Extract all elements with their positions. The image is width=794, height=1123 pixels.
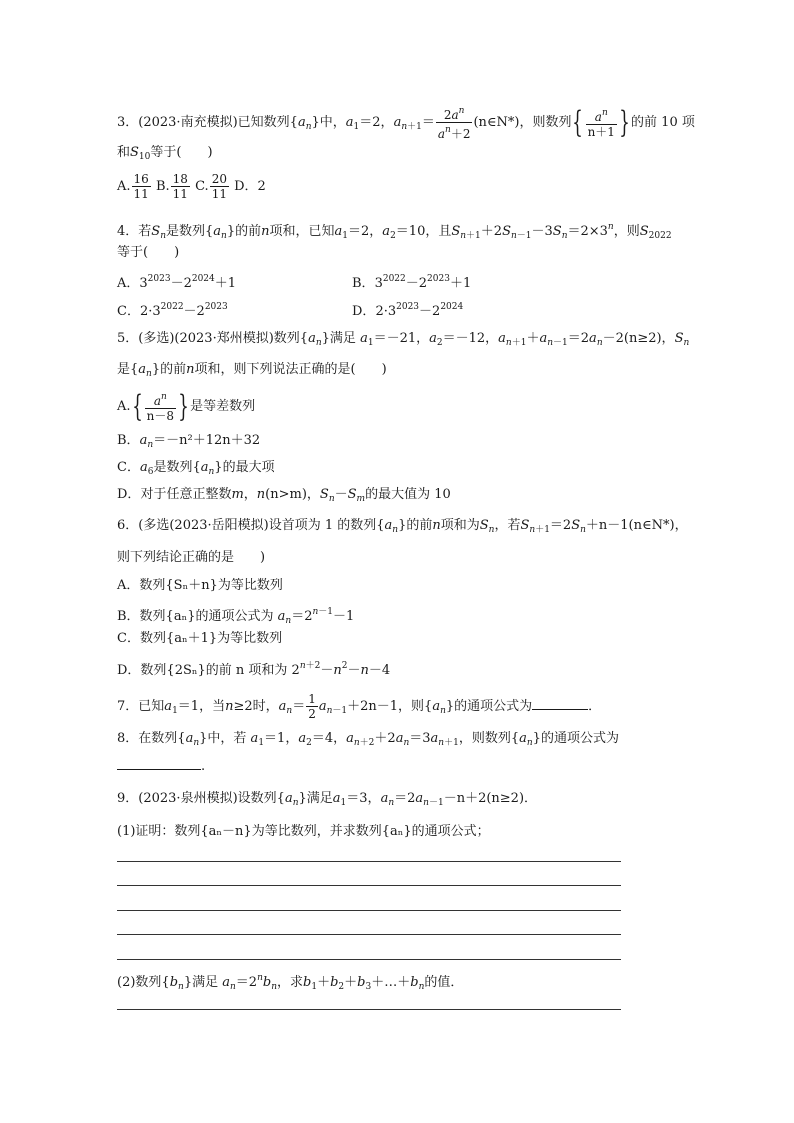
q4-options-row2 xyxy=(117,298,621,321)
q4-line1: 4．若$S_n$是数列$\{a_n\}$的前n项和，已知$a_1=2$，$a_2=10$，且$S_{n+1}+2S_{n-1}-3S_n=2\times 3^n$，则$S_{2022}$ xyxy=(117,222,672,241)
q9-part2: (2)数列$\{b_n\}$满足 $a_n=2^nb_n$，求$b_1+b_2+b_3+\dots+b_n$的值． xyxy=(117,973,464,992)
q4-line2: 等于( ) xyxy=(117,245,180,260)
q3-option-a: A. $\frac{16}{11}$ xyxy=(117,172,149,201)
q3-inner-fraction: $\frac{a^n}{n+1}$ xyxy=(587,108,615,139)
q7-answer-blank[interactable] xyxy=(532,696,588,710)
q3-line2: 和$S_{10}$等于( ) xyxy=(117,145,213,162)
q6-option-b: B．数列{aₙ}的通项公式为 $a_n=2^{n-1}-1$ xyxy=(117,607,355,626)
q8-answer-blank[interactable] xyxy=(117,756,201,770)
q5-option-d: D．对于任意正整数m，n(n>m)，$S_n-S_m$的最大值为 10 xyxy=(117,487,451,504)
answer-line-3[interactable] xyxy=(117,910,621,911)
answer-line-5[interactable] xyxy=(117,959,621,960)
q9-line1: 9．(2023·泉州模拟)设数列$\{a_n\}$满足$a_1=3$，$a_n=2a_{n-1}-n+2(n\ge 2)$． xyxy=(117,791,538,808)
q4-options-row1 xyxy=(117,270,621,293)
q5-line2: 是$\{a_n\}$的前n项和，则下列说法正确的是( ) xyxy=(117,362,387,379)
q7-line: 7．已知$a_1=1$，当n≥2时，$a_n=$ $\frac{1}{2}$ $a_{n-1}+2n-1$，则$\{a_n\}$的通项公式为 ． xyxy=(117,692,602,721)
q9-part1: (1)证明：数列{aₙ－n}为等比数列，并求数列{aₙ}的通项公式； xyxy=(117,824,490,839)
q8-line2: . xyxy=(117,756,205,776)
q4-option-d: D．$2\cdot 3^{2023}-2^{2024}$ xyxy=(352,302,464,319)
q3-number: 3． xyxy=(117,115,139,130)
q3-option-c: C. $\frac{20}{11}$ xyxy=(195,172,227,201)
q3-fraction: $\frac{2a^n}{a^n+2}$ xyxy=(437,106,471,141)
q6-option-d: D．数列{2Sₙ}的前 n 项和为 $2^{n+2}-n^2-n-4$ xyxy=(117,661,391,678)
q3-source: (2023·南充模拟) xyxy=(138,115,238,130)
answer-line-4[interactable] xyxy=(117,934,621,935)
q4-option-a: A．$3^{2023}-2^{2024}+1$ xyxy=(117,274,237,291)
q5-option-b: B．$a_n=-n^2+12n+32$ xyxy=(117,433,261,450)
q4-option-c: C．$2\cdot 3^{2022}-2^{2023}$ xyxy=(117,302,228,319)
q5-option-c: C．$a_6$是数列$\{a_n\}$的最大项 xyxy=(117,460,275,477)
q4-option-b: B．$3^{2022}-2^{2023}+1$ xyxy=(352,274,472,291)
q6-line2: 则下列结论正确的是 ) xyxy=(117,550,266,565)
answer-line-2[interactable] xyxy=(117,885,621,886)
q3-option-d: D．2 xyxy=(234,179,266,194)
q8-line1: 8．在数列$\{a_n\}$中，若 $a_1=1$，$a_2=4$，$a_{n+2}+2a_n=3a_{n+1}$，则数列$\{a_n\}$的通项公式为 xyxy=(117,731,619,748)
q5-line1: 5．(多选)(2023·郑州模拟)数列$\{a_n\}$满足 $a_1=-21$，$a_2=-12$，$a_{n+1}+a_{n-1}=2a_n-2(n\ge 2)$，$S_n$ xyxy=(117,331,690,348)
q3-option-b: B. $\frac{18}{11}$ xyxy=(155,172,188,201)
q6-option-a: A．数列{Sₙ＋n}为等比数列 xyxy=(117,578,283,593)
q6-line1: 6．(多选(2023·岳阳模拟)设首项为 1 的数列$\{a_n\}$的前n项和为$S_n$，若$S_{n+1}=2S_n+n-1(n\in N*)$， xyxy=(117,518,688,535)
answer-line-6[interactable] xyxy=(117,1009,621,1010)
answer-line-1[interactable] xyxy=(117,861,621,862)
q6-option-c: C．数列{aₙ＋1}为等比数列 xyxy=(117,631,283,646)
q3-line1: 3．(2023·南充模拟)已知数列$\{a_n\}$中，$a_1=2$，$a_{n+1}=$ $\frac{2a^n}{a^n+2}$ (n∈N*)，则数列{ $\frac{a^n}{n+1}$ }的前 10 项 xyxy=(117,104,695,141)
q5-option-a: A.{ $\frac{a^n}{n-8}$ }是等差数列 xyxy=(117,388,256,424)
q3-options xyxy=(117,172,266,201)
